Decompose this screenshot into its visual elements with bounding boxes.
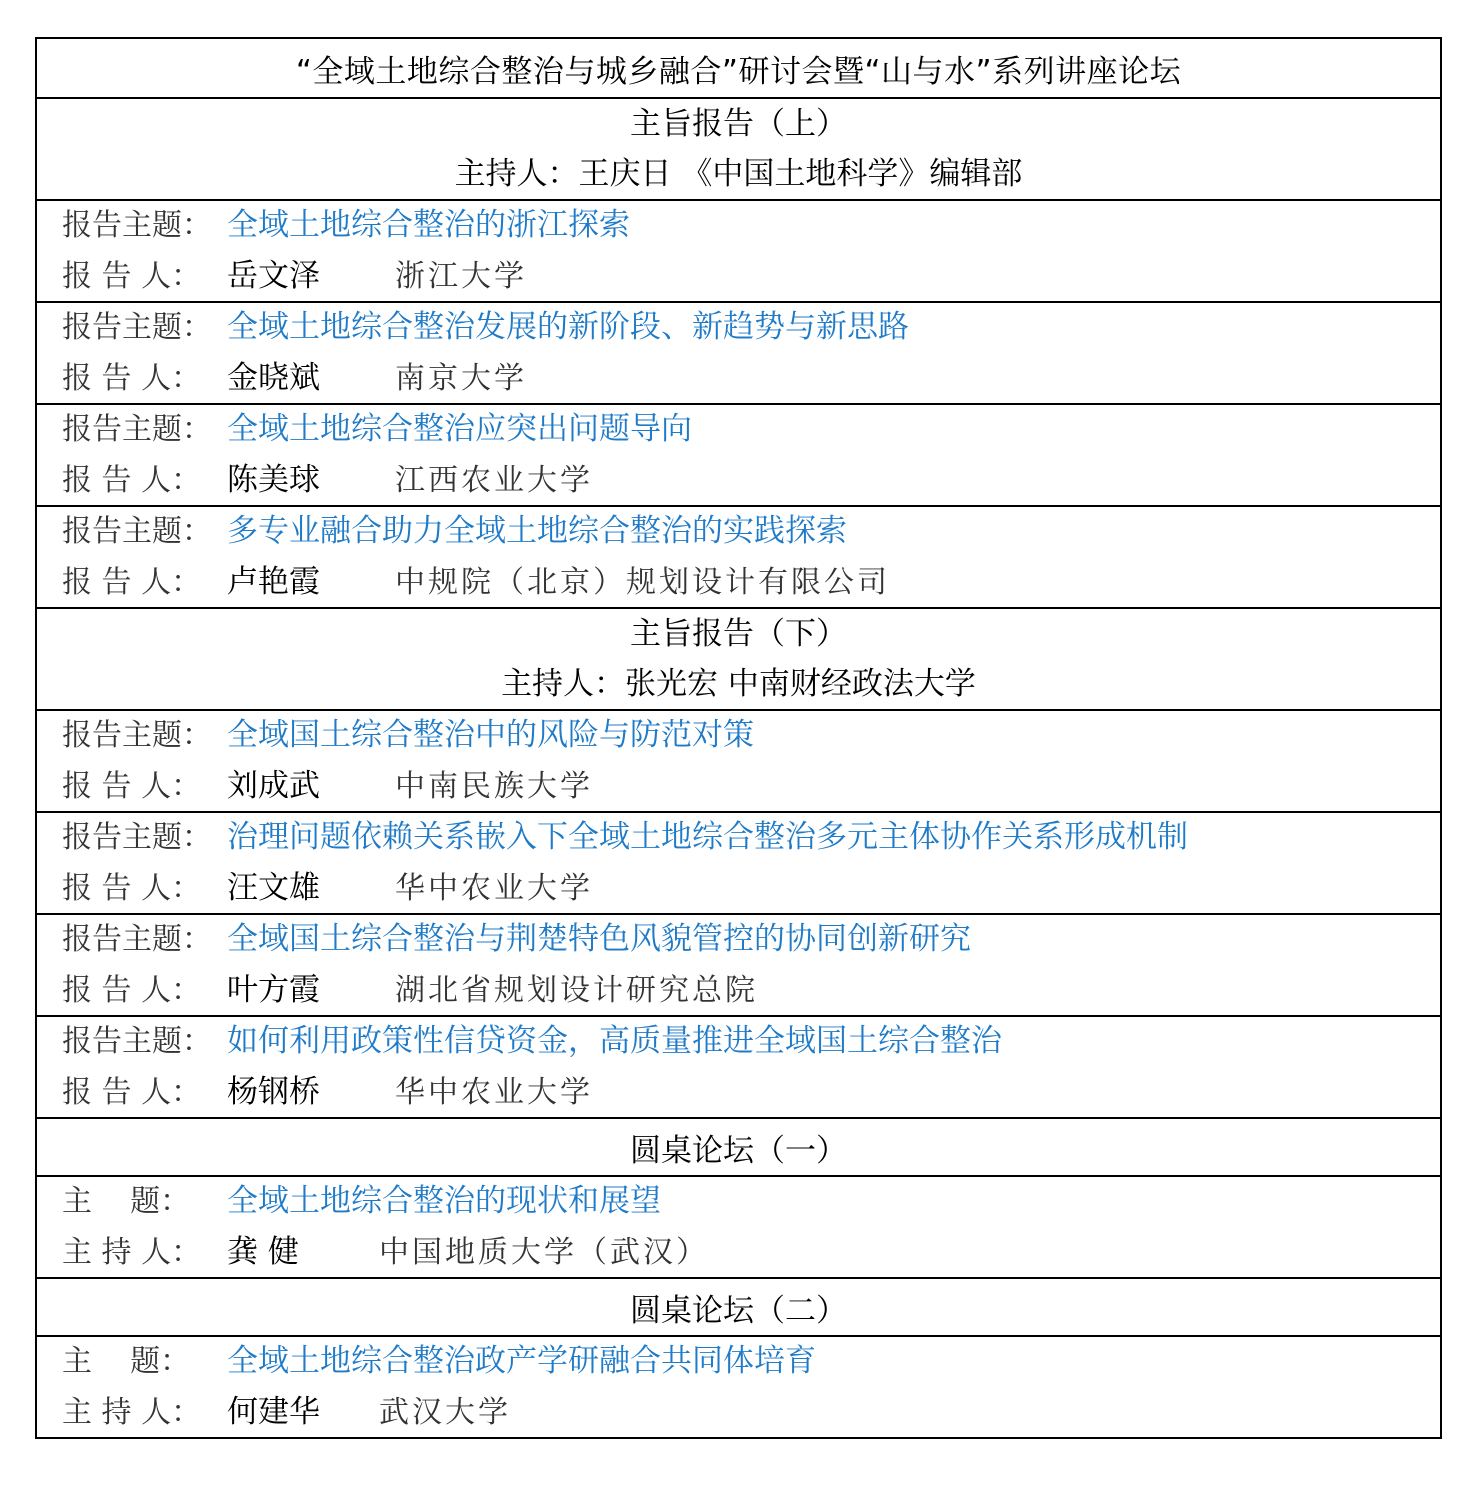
reporter-affiliation: 浙江大学: [395, 259, 527, 294]
topic-label: 报告主题：: [62, 208, 212, 243]
report-topic: 全域土地综合整治发展的新阶段、新趋势与新思路: [227, 309, 909, 345]
report-entry: [37, 1015, 1440, 1117]
forum-header: [37, 1277, 1440, 1335]
reporter-name: 卢艳霞: [227, 564, 320, 600]
reporter-name: 陈美球: [227, 462, 320, 498]
report-topic: 如何利用政策性信贷资金，高质量推进全域国土综合整治: [227, 1023, 1002, 1059]
report-topic: 治理问题依赖关系嵌入下全域土地综合整治多元主体协作关系形成机制: [227, 819, 1188, 855]
report-entry: [37, 811, 1440, 913]
topic-label: 报告主题：: [62, 514, 212, 549]
reporter-affiliation: 华中农业大学: [395, 871, 593, 906]
forum-theme: 全域土地综合整治政产学研融合共同体培育: [227, 1343, 816, 1379]
reporter-label: 报 告 人：: [62, 565, 202, 600]
reporter-name: 刘成武: [227, 768, 320, 804]
section-header: [37, 607, 1440, 709]
forum-host-affiliation: 中国地质大学（武汉）: [379, 1235, 709, 1270]
forum-theme: 全域土地综合整治的现状和展望: [227, 1183, 661, 1219]
topic-label: 报告主题：: [62, 922, 212, 957]
forum-host-affiliation: 武汉大学: [379, 1395, 511, 1430]
topic-label: 报告主题：: [62, 718, 212, 753]
topic-label: 报告主题：: [62, 1024, 212, 1059]
topic-label: 报告主题：: [62, 412, 212, 447]
reporter-name: 岳文泽: [227, 258, 320, 294]
report-entry: [37, 199, 1440, 301]
report-topic: 全域土地综合整治的浙江探索: [227, 207, 630, 243]
section-heading: 主旨报告（下）: [630, 616, 847, 652]
reporter-label: 报 告 人：: [62, 871, 202, 906]
reporter-label: 报 告 人：: [62, 769, 202, 804]
reporter-name: 金晓斌: [227, 360, 320, 396]
reporter-affiliation: 江西农业大学: [395, 463, 593, 498]
forum-header: [37, 1117, 1440, 1175]
host-label: 主 持 人：: [62, 1235, 202, 1270]
reporter-label: 报 告 人：: [62, 973, 202, 1008]
section-host: 主持人：张光宏 中南财经政法大学: [501, 666, 976, 702]
reporter-name: 杨钢桥: [227, 1074, 320, 1110]
reporter-name: 叶方霞: [227, 972, 320, 1008]
reporter-affiliation: 中规院（北京）规划设计有限公司: [395, 565, 890, 600]
report-entry: [37, 403, 1440, 505]
report-topic: 多专业融合助力全域土地综合整治的实践探索: [227, 513, 847, 549]
reporter-label: 报 告 人：: [62, 361, 202, 396]
reporter-label: 报 告 人：: [62, 259, 202, 294]
report-topic: 全域土地综合整治应突出问题导向: [227, 411, 692, 447]
report-topic: 全域国土综合整治中的风险与防范对策: [227, 717, 754, 753]
report-topic: 全域国土综合整治与荆楚特色风貌管控的协同创新研究: [227, 921, 971, 957]
topic-label: 报告主题：: [62, 310, 212, 345]
reporter-affiliation: 中南民族大学: [395, 769, 593, 804]
forum-heading: 圆桌论坛（二）: [630, 1292, 847, 1329]
reporter-affiliation: 湖北省规划设计研究总院: [395, 973, 758, 1008]
forum-entry: [37, 1175, 1440, 1277]
reporter-label: 报 告 人：: [62, 1075, 202, 1110]
theme-label: 主 题：: [62, 1184, 191, 1219]
reporter-label: 报 告 人：: [62, 463, 202, 498]
section-heading: 主旨报告（上）: [630, 106, 847, 142]
report-entry: [37, 913, 1440, 1015]
forum-host-name: 龚 健: [227, 1234, 299, 1270]
section-header: [37, 97, 1440, 199]
reporter-affiliation: 南京大学: [395, 361, 527, 396]
report-entry: [37, 709, 1440, 811]
host-label: 主 持 人：: [62, 1395, 202, 1430]
report-entry: [37, 301, 1440, 403]
section-host: 主持人：王庆日 《中国土地科学》编辑部: [454, 156, 1023, 192]
forum-entry: [37, 1335, 1440, 1437]
reporter-affiliation: 华中农业大学: [395, 1075, 593, 1110]
theme-label: 主 题：: [62, 1344, 191, 1379]
program-table: [35, 37, 1442, 1439]
topic-label: 报告主题：: [62, 820, 212, 855]
report-entry: [37, 505, 1440, 607]
reporter-name: 汪文雄: [227, 870, 320, 906]
program-title: “全域土地综合整治与城乡融合”研讨会暨“山与水”系列讲座论坛: [295, 53, 1182, 90]
forum-host-name: 何建华: [227, 1394, 320, 1430]
forum-heading: 圆桌论坛（一）: [630, 1132, 847, 1169]
